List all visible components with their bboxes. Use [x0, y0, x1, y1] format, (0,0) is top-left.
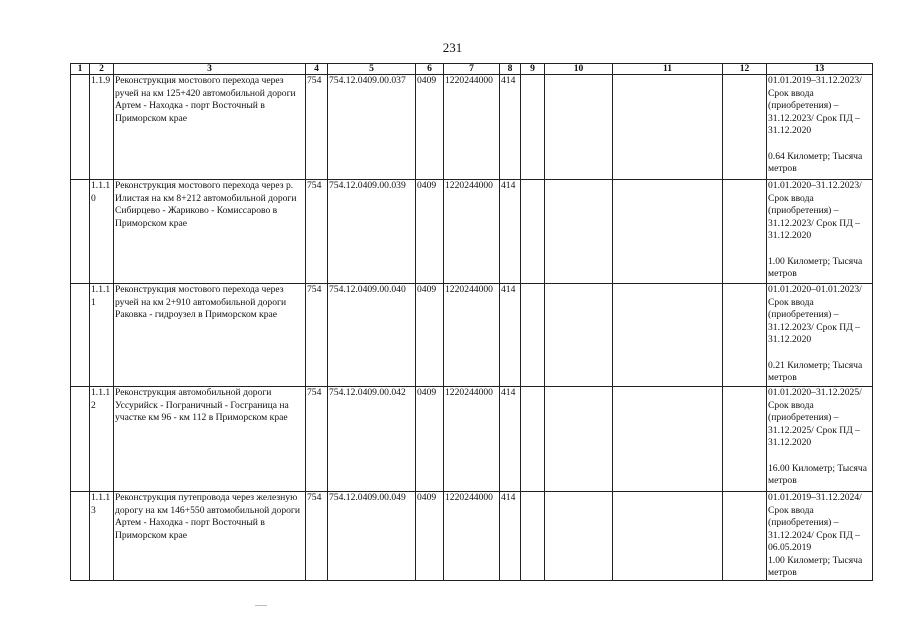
- table-row: [71, 492, 873, 581]
- cell-col5: 754.12.0409.00.042: [328, 387, 416, 492]
- period-text: 01.01.2019–31.12.2024/ Срок ввода (приобретения) – 31.12.2024/ Срок ПД – 06.05.2019: [768, 492, 862, 553]
- cell-col11: [613, 387, 723, 492]
- col-header: 3: [114, 64, 306, 75]
- cell-col9: [521, 75, 545, 180]
- cell-col7: 1220244000: [444, 387, 500, 492]
- cell-object-name: Реконструкция мостового перехода через ручей на км 125+420 автомобильной дороги Артем - Находка - порт Восточный в Приморском крае: [114, 75, 306, 180]
- page-number: 231: [442, 40, 463, 55]
- cell-col8: 414: [500, 284, 521, 387]
- cell-item-number: 1.1.9: [90, 75, 114, 180]
- registry-table: [70, 63, 873, 581]
- cell-col1: [71, 180, 90, 284]
- cell-col5: 754.12.0409.00.049: [328, 492, 416, 581]
- table-row: [71, 284, 873, 387]
- cell-object-name: Реконструкция мостового перехода через р. Илистая на км 8+212 автомобильной дороги Сибирцево - Жариково - Комиссарово в Приморском крае: [114, 180, 306, 284]
- col-header: 13: [767, 64, 873, 75]
- cell-col7: 1220244000: [444, 180, 500, 284]
- cell-col11: [613, 284, 723, 387]
- cell-col5: 754.12.0409.00.040: [328, 284, 416, 387]
- col-header: 1: [71, 64, 90, 75]
- capacity-text: 1.00 Километр; Тысяча метров: [768, 255, 863, 279]
- cell-col12: [723, 75, 767, 180]
- cell-col4: 754: [306, 75, 328, 180]
- cell-col9: [521, 387, 545, 492]
- cell-col1: [71, 75, 90, 180]
- cell-col8: 414: [500, 180, 521, 284]
- cell-item-number: 1.1.10: [90, 180, 114, 284]
- cell-col11: [613, 492, 723, 581]
- capacity-text: 0.21 Километр; Тысяча метров: [768, 359, 863, 383]
- table-row: [71, 387, 873, 492]
- cell-col8: 414: [500, 75, 521, 180]
- col-header: 7: [444, 64, 500, 75]
- cell-col7: 1220244000: [444, 492, 500, 581]
- col-header: 9: [521, 64, 545, 75]
- period-text: 01.01.2020–31.12.2023/ Срок ввода (приобретения) – 31.12.2023/ Срок ПД – 31.12.2020: [768, 180, 862, 241]
- col-header: 6: [416, 64, 444, 75]
- capacity-text: 0.64 Километр; Тысяча метров: [768, 150, 863, 174]
- cell-col12: [723, 492, 767, 581]
- cell-col1: [71, 387, 90, 492]
- cell-item-number: 1.1.11: [90, 284, 114, 387]
- cell-col4: 754: [306, 492, 328, 581]
- cell-col9: [521, 492, 545, 581]
- cell-col13: [767, 492, 873, 581]
- cell-col7: 1220244000: [444, 75, 500, 180]
- col-header: 5: [328, 64, 416, 75]
- cell-col9: [521, 180, 545, 284]
- cell-col4: 754: [306, 180, 328, 284]
- cell-item-number: 1.1.12: [90, 387, 114, 492]
- cell-col1: [71, 284, 90, 387]
- col-header: 11: [613, 64, 723, 75]
- col-header: 4: [306, 64, 328, 75]
- period-text: 01.01.2020–31.12.2025/ Срок ввода (приобретения) – 31.12.2025/ Срок ПД – 31.12.2020: [768, 387, 862, 448]
- cell-col9: [521, 284, 545, 387]
- cell-col11: [613, 180, 723, 284]
- cell-col10: [545, 387, 613, 492]
- cell-col8: 414: [500, 387, 521, 492]
- cell-col5: 754.12.0409.00.037: [328, 75, 416, 180]
- header-row: [71, 64, 873, 75]
- cell-col13: [767, 387, 873, 492]
- cell-col13: [767, 284, 873, 387]
- cell-col12: [723, 180, 767, 284]
- cell-col6: 0409: [416, 387, 444, 492]
- scan-mark: [255, 605, 267, 606]
- cell-col6: 0409: [416, 284, 444, 387]
- cell-col10: [545, 180, 613, 284]
- cell-col12: [723, 387, 767, 492]
- period-text: 01.01.2020–01.01.2023/ Срок ввода (приобретения) – 31.12.2023/ Срок ПД – 31.12.2020: [768, 284, 862, 345]
- cell-col6: 0409: [416, 492, 444, 581]
- cell-item-number: 1.1.13: [90, 492, 114, 581]
- cell-col10: [545, 75, 613, 180]
- cell-col13: [767, 75, 873, 180]
- cell-col1: [71, 492, 90, 581]
- cell-col4: 754: [306, 284, 328, 387]
- capacity-text: 16.00 Километр; Тысяча метров: [768, 462, 868, 486]
- cell-col11: [613, 75, 723, 180]
- cell-col10: [545, 492, 613, 581]
- table-row: [71, 180, 873, 284]
- col-header: 10: [545, 64, 613, 75]
- cell-col12: [723, 284, 767, 387]
- cell-col10: [545, 284, 613, 387]
- table-row: [71, 75, 873, 180]
- cell-col6: 0409: [416, 180, 444, 284]
- col-header: 8: [500, 64, 521, 75]
- cell-object-name: Реконструкция автомобильной дороги Уссурийск - Пограничный - Госграница на участке км 96 - км 112 в Приморском крае: [114, 387, 306, 492]
- cell-col7: 1220244000: [444, 284, 500, 387]
- cell-object-name: Реконструкция мостового перехода через ручей на км 2+910 автомобильной дороги Раковка - гидроузел в Приморском крае: [114, 284, 306, 387]
- col-header: 2: [90, 64, 114, 75]
- cell-col13: [767, 180, 873, 284]
- cell-col8: 414: [500, 492, 521, 581]
- cell-col5: 754.12.0409.00.039: [328, 180, 416, 284]
- cell-object-name: Реконструкция путепровода через железную дорогу на км 146+550 автомобильной дороги Артем - Находка - порт Восточный в Приморском крае: [114, 492, 306, 581]
- cell-col6: 0409: [416, 75, 444, 180]
- col-header: 12: [723, 64, 767, 75]
- cell-col4: 754: [306, 387, 328, 492]
- period-text: 01.01.2019–31.12.2023/ Срок ввода (приобретения) – 31.12.2023/ Срок ПД – 31.12.2020: [768, 75, 862, 136]
- capacity-text: 1.00 Километр; Тысяча метров: [768, 554, 863, 578]
